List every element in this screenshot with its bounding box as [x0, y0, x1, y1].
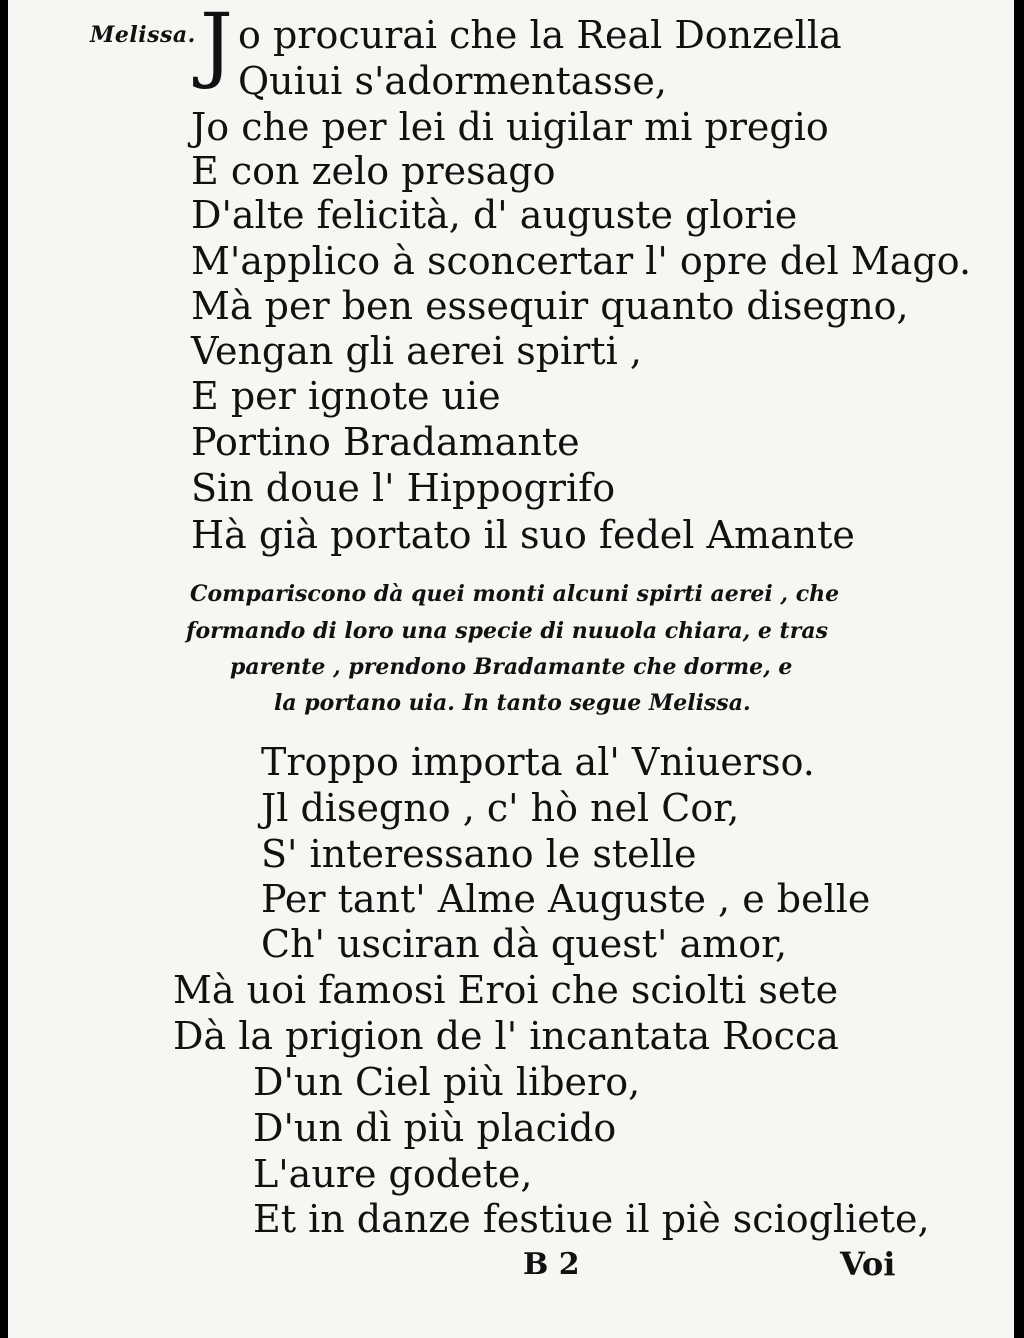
verse-line: Ch' usciran dà quest' amor, — [261, 922, 788, 966]
verse-line: Portino Bradamante — [191, 420, 580, 464]
drop-cap: J — [200, 0, 233, 92]
verse-line: S' interessano le stelle — [261, 832, 697, 876]
verse-line: Jo che per lei di uigilar mi pregio — [191, 105, 829, 149]
verse-line: D'un dì più placido — [253, 1106, 617, 1150]
verse-line: Et in danze festiue il piè sciogliete, — [253, 1197, 930, 1241]
book-page — [8, 0, 1014, 1338]
verse-line: Troppo importa al' Vniuerso. — [261, 740, 815, 784]
verse-line: L'aure godete, — [253, 1152, 533, 1196]
stage-direction-line: parente , prendono Bradamante che dorme, e — [230, 654, 793, 680]
verse-line-first: o procurai che la Real Donzella — [238, 13, 842, 57]
catchword: Voi — [840, 1245, 896, 1283]
verse-line: Jl disegno , c' hò nel Cor, — [261, 786, 740, 830]
verse-line: M'applico à sconcertar l' opre del Mago. — [191, 239, 972, 283]
speaker-name: Melissa. — [90, 22, 196, 48]
verse-line: Mà uoi famosi Eroi che sciolti sete — [173, 968, 839, 1012]
verse-line: D'un Ciel più libero, — [253, 1060, 641, 1104]
verse-line: Dà la prigion de l' incantata Rocca — [173, 1014, 839, 1058]
verse-line: E per ignote uie — [191, 374, 501, 418]
stage-direction-line: la portano uia. In tanto segue Melissa. — [274, 690, 751, 716]
verse-line: Hà già portato il suo fedel Amante — [191, 513, 855, 557]
verse-line: Vengan gli aerei spirti , — [191, 329, 642, 373]
verse-line: Sin doue l' Hippogrifo — [191, 466, 616, 510]
stage-direction-line: formando di loro una specie di nuuola chiara, e tras — [186, 618, 828, 644]
verse-line: Per tant' Alme Auguste , e belle — [261, 877, 871, 921]
verse-line: Quiui s'adormentasse, — [238, 59, 667, 103]
verse-line: Mà per ben essequir quanto disegno, — [191, 284, 909, 328]
stage-direction-line: Compariscono dà quei monti alcuni spirti aerei , che — [190, 581, 840, 607]
verse-line: E con zelo presago — [191, 149, 556, 193]
verse-line: D'alte felicità, d' auguste glorie — [191, 193, 798, 237]
signature-mark: B 2 — [523, 1247, 580, 1282]
